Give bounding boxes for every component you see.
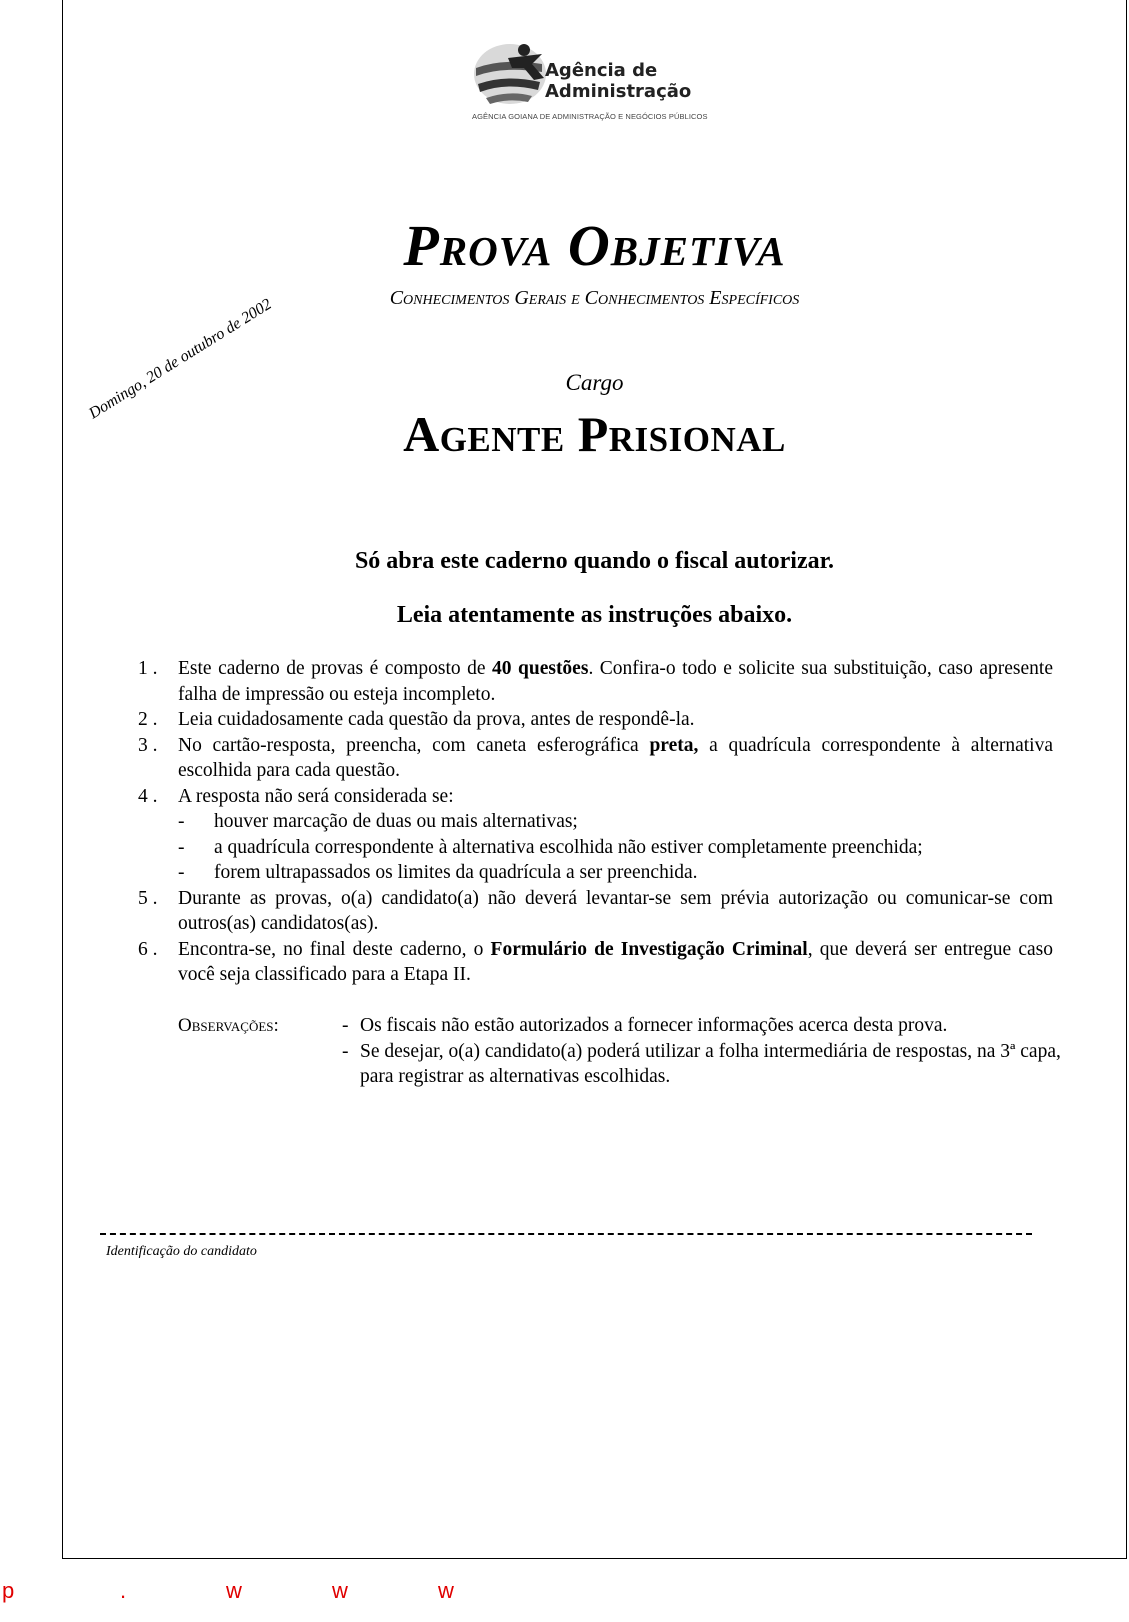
instruction-number: 4 . bbox=[138, 785, 158, 807]
instruction-number: 6 . bbox=[138, 938, 158, 960]
instruction-text: Leia cuidadosamente cada questão da prova, antes de respondê-la. bbox=[178, 709, 695, 730]
observation-item: - Os fiscais não estão autorizados a fornecer informações acerca desta prova. bbox=[342, 1015, 948, 1036]
instruction-text: Durante as provas, o(a) candidato(a) não deverá levantar-se sem prévia autorização ou comunicar-se com outros(as) candidatos(as). bbox=[178, 887, 1053, 934]
observations-list bbox=[342, 1013, 1062, 1090]
open-warning: Só abra este caderno quando o fiscal autorizar. bbox=[354, 548, 835, 574]
instructions-list bbox=[138, 656, 1053, 988]
instruction-text: Encontra-se, no final deste caderno, o Formulário de Investigação Criminal, que deverá ser entregue caso você seja classificado para a Etapa II. bbox=[178, 938, 1053, 985]
instruction-text: Este caderno de provas é composto de 40 questões. Confira-o todo e solicite sua substituição, caso apresente falha de impressão ou esteja incompleto. bbox=[178, 658, 1053, 705]
instruction-text: No cartão-resposta, preencha, com caneta esferográfica preta, a quadrícula correspondente à alternativa escolhida para cada questão. bbox=[178, 734, 1053, 781]
instruction-number: 1 . bbox=[138, 658, 158, 679]
cargo-label: Cargo bbox=[565, 370, 624, 395]
instruction-text: A resposta não será considerada se: bbox=[178, 785, 454, 807]
agency-name-line1: Agência de bbox=[545, 60, 658, 81]
date-stamp: Domingo, 20 de outubro de 2002 bbox=[86, 295, 275, 423]
footer-watermark bbox=[0, 1578, 700, 1608]
instruction-number: 2 . bbox=[138, 709, 158, 730]
instruction-subitem: - a quadrícula correspondente à alternativa escolhida não estiver completamente preenchida; bbox=[178, 836, 923, 858]
instruction-number: 5 . bbox=[138, 887, 158, 909]
agency-name-line2: Administração bbox=[545, 81, 692, 102]
instruction-subitem: - houver marcação de duas ou mais alternativas; bbox=[178, 811, 578, 832]
read-warning: Leia atentamente as instruções abaixo. bbox=[396, 602, 793, 628]
cargo-title: Agente Prisional bbox=[403, 406, 786, 462]
instruction-item bbox=[138, 937, 1053, 988]
exam-title: Prova Objetiva bbox=[403, 213, 786, 278]
agency-name bbox=[545, 60, 691, 102]
exam-subtitle: Conhecimentos Gerais e Conhecimentos Específicos bbox=[389, 287, 800, 309]
instruction-item bbox=[138, 733, 1053, 784]
instruction-number: 3 . bbox=[138, 734, 158, 756]
candidate-id-label: Identificação do candidato bbox=[106, 1244, 257, 1259]
agency-subtitle: AGÊNCIA GOIANA DE ADMINISTRAÇÃO E NEGÓCIOS PÚBLICOS bbox=[472, 112, 708, 121]
candidate-id-line bbox=[100, 1233, 1032, 1235]
footer-char: . bbox=[120, 1578, 127, 1603]
observations-label: Observações: bbox=[178, 1015, 279, 1036]
instruction-subitem: - forem ultrapassados os limites da quadrícula a ser preenchida. bbox=[178, 862, 698, 883]
instruction-item bbox=[138, 886, 1053, 937]
observation-item: - Se desejar, o(a) candidato(a) poderá utilizar a folha intermediária de respostas, na 3ª capa, para registrar as alternativas escolhidas. bbox=[342, 1040, 1061, 1087]
instruction-item bbox=[138, 656, 1053, 707]
footer-char: w bbox=[332, 1578, 348, 1603]
footer-char: w bbox=[226, 1578, 242, 1603]
footer-char: w bbox=[438, 1578, 454, 1603]
instruction-item bbox=[138, 707, 1053, 733]
instruction-item bbox=[138, 784, 1053, 810]
footer-char: p bbox=[2, 1578, 15, 1603]
